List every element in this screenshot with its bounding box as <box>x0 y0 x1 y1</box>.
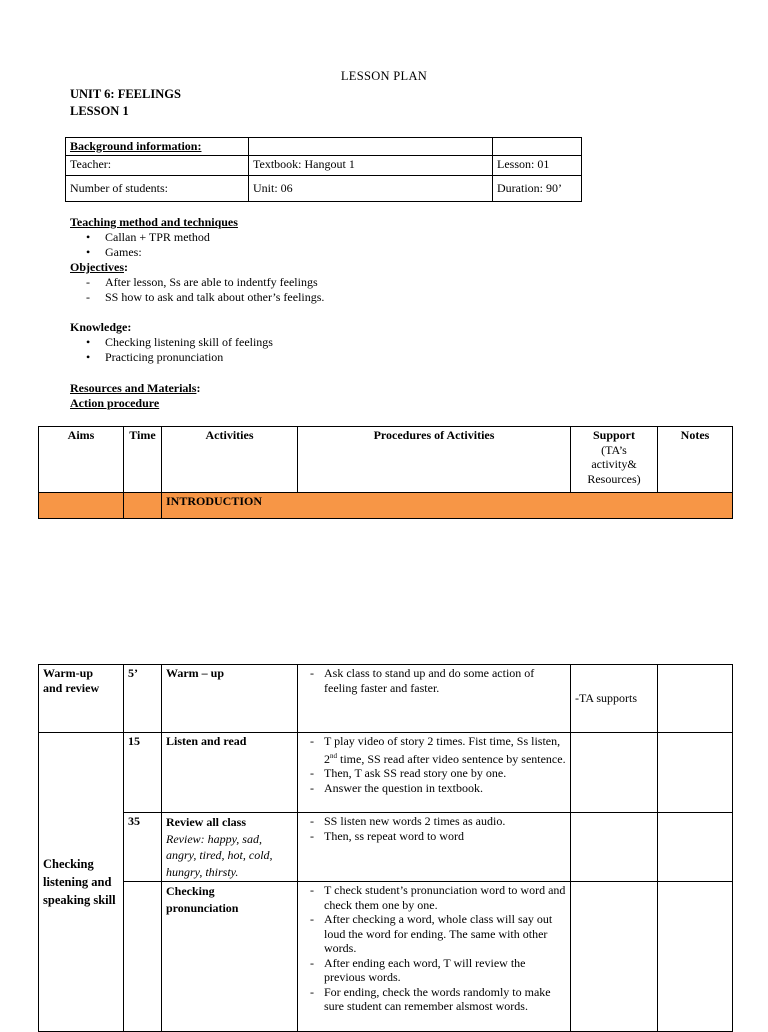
procedure-header-table <box>38 426 733 519</box>
time-header: Time <box>124 427 162 493</box>
warmup-time: 5’ <box>124 665 162 733</box>
knowledge-item: • Practicing pronunciation <box>86 350 224 364</box>
warmup-support: -TA supports <box>571 665 658 733</box>
warmup-procedure <box>298 665 571 733</box>
activities-header: Activities <box>162 427 298 493</box>
unit-no-cell: Unit: 06 <box>249 175 493 201</box>
background-empty-1 <box>249 138 493 156</box>
lesson-title: LESSON 1 <box>70 104 129 118</box>
dash-icon: - <box>86 275 90 289</box>
warmup-notes <box>658 665 733 733</box>
students-cell: Number of students: <box>66 175 249 201</box>
procedure-item: - Answer the question in textbook. <box>310 780 483 795</box>
dash-icon: - <box>310 666 314 680</box>
procedure-item: - T play video of story 2 times. Fist time, Ss listen, 2nd time, SS read after video sentence by sentence. <box>310 734 566 766</box>
review-notes <box>658 813 733 882</box>
objectives-heading: Objectives: <box>70 260 128 274</box>
listen-notes <box>658 733 733 813</box>
support-header: Support (TA’s activity& Resources) <box>571 427 658 493</box>
page-title: LESSON PLAN <box>340 69 428 83</box>
dash-icon: - <box>310 734 314 748</box>
methods-item: • Callan + TPR method <box>86 230 210 244</box>
procedure-item: - After ending each word, T will review the previous words. <box>310 955 526 984</box>
objectives-item: - SS how to ask and talk about other’s feelings. <box>86 290 325 304</box>
procedure-item: - Then, T ask SS read story one by one. <box>310 766 507 780</box>
dash-icon: - <box>310 984 314 999</box>
aims-header: Aims <box>39 427 124 493</box>
dash-icon: - <box>310 955 314 970</box>
dash-icon: - <box>310 766 314 780</box>
checking-time <box>124 882 162 1032</box>
checking-activity: Checking pronunciation <box>162 882 298 1032</box>
intro-label: INTRODUCTION <box>162 493 733 519</box>
dash-icon: - <box>310 912 314 926</box>
methods-item: • Games: <box>86 245 142 259</box>
bullet-icon: • <box>86 245 91 259</box>
background-table <box>65 137 582 202</box>
dash-icon: - <box>310 883 314 897</box>
listen-activity: Listen and read <box>162 733 298 813</box>
procedure-item: - SS listen new words 2 times as audio. <box>310 814 506 828</box>
procedure-item: - Ask class to stand up and do some action of feeling faster and faster. <box>310 666 535 695</box>
background-header: Background information: <box>66 138 249 156</box>
procedure-item: - For ending, check the words randomly to make sure student can remember alsmost words. <box>310 984 551 1013</box>
review-activity: Review all class Review: happy, sad, angry, tired, hot, cold, hungry, thirsty. <box>162 813 298 882</box>
procedure-item: - T check student’s pronunciation word to word and check them one by one. <box>310 883 566 912</box>
intro-aims <box>39 493 124 519</box>
listen-support <box>571 733 658 813</box>
checking-support <box>571 882 658 1032</box>
procedure-item: - After checking a word, whole class will say out loud the word for ending. The same with other words. <box>310 912 553 955</box>
dash-icon: - <box>310 780 314 795</box>
dash-icon: - <box>310 828 314 843</box>
methods-heading: Teaching method and techniques <box>70 215 238 229</box>
dash-icon: - <box>86 290 90 304</box>
dash-icon: - <box>310 814 314 828</box>
review-support <box>571 813 658 882</box>
review-time: 35 <box>124 813 162 882</box>
checking-notes <box>658 882 733 1032</box>
teacher-cell: Teacher: <box>66 155 249 175</box>
resources-section <box>70 381 200 411</box>
objectives-item: - After lesson, Ss are able to indentfy feelings <box>86 275 318 289</box>
checking-aims: Checking listening and speaking skill <box>39 733 124 1032</box>
warmup-activity: Warm – up <box>162 665 298 733</box>
unit-title: UNIT 6: FEELINGS <box>70 87 181 101</box>
listen-procedure <box>298 733 571 813</box>
knowledge-heading: Knowledge: <box>70 320 132 334</box>
resources-heading: Resources and Materials: <box>70 381 201 395</box>
duration-cell: Duration: 90’ <box>493 175 582 201</box>
procedures-header: Procedures of Activities <box>298 427 571 493</box>
warmup-aims: Warm-up and review <box>39 665 124 733</box>
bullet-icon: • <box>86 335 91 349</box>
action-heading: Action procedure <box>70 396 160 410</box>
lesson-no-cell: Lesson: 01 <box>493 155 582 175</box>
review-procedure <box>298 813 571 882</box>
textbook-cell: Textbook: Hangout 1 <box>249 155 493 175</box>
unit-heading <box>70 86 181 120</box>
notes-header: Notes <box>658 427 733 493</box>
knowledge-item: • Checking listening skill of feelings <box>86 335 273 349</box>
intro-time <box>124 493 162 519</box>
checking-procedure <box>298 882 571 1032</box>
background-empty-2 <box>493 138 582 156</box>
bullet-icon: • <box>86 350 91 364</box>
procedure-item: - Then, ss repeat word to word <box>310 828 464 843</box>
methods-section <box>70 215 324 305</box>
procedure-body-table <box>38 664 733 1032</box>
bullet-icon: • <box>86 230 91 244</box>
listen-time: 15 <box>124 733 162 813</box>
knowledge-section <box>70 320 273 365</box>
